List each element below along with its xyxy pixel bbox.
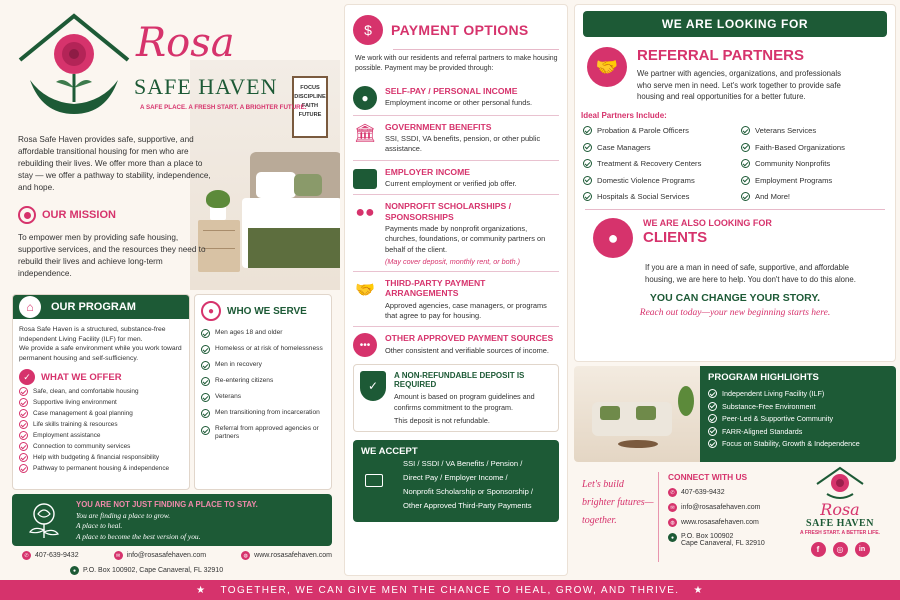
- payment-option-title: THIRD-PARTY PAYMENT ARRANGEMENTS: [385, 278, 486, 299]
- left-column: [0, 0, 340, 580]
- person-icon: ●: [201, 301, 221, 321]
- check-icon: [201, 393, 210, 402]
- looking-header-text: WE ARE LOOKING FOR: [661, 17, 809, 31]
- house-rose-icon: [813, 466, 867, 502]
- connect-panel: [574, 466, 896, 578]
- partner-label: Veterans Services: [755, 126, 817, 136]
- star-icon: ★: [693, 584, 704, 596]
- instagram-icon[interactable]: ◎: [833, 542, 848, 557]
- check-icon: [583, 176, 592, 185]
- partner-item: [583, 159, 733, 168]
- offer-item: [19, 453, 183, 462]
- serve-item: [201, 377, 325, 386]
- shield-icon: ✓: [360, 371, 386, 401]
- check-icon: [201, 329, 210, 338]
- check-icon: [741, 176, 750, 185]
- check-icon: [19, 409, 28, 418]
- reach-out: Reach out today—your new beginning starts here.: [639, 307, 831, 318]
- web-text: www.rosasafehaven.com: [681, 519, 759, 526]
- highlight-label: Substance-Free Environment: [722, 401, 816, 411]
- change-story: YOU CAN CHANGE YOUR STORY.: [649, 291, 821, 304]
- address-line: P.O. Box 100902: [681, 533, 734, 540]
- email-icon: ✉: [668, 503, 677, 512]
- partner-item: [583, 176, 733, 185]
- offer-title: WHAT WE OFFER: [41, 371, 122, 383]
- wallet-icon: [365, 474, 383, 487]
- brand-script-name: Rosa: [136, 20, 235, 66]
- rose-outline-icon: [22, 498, 66, 542]
- clients-body: If you are a man in need of safe, supportive, and affordable housing, we are here to help. You don't have to do this alone.: [645, 263, 856, 285]
- program-body-2: We provide a safe environment while you work toward permanent housing and self-sufficiency.: [19, 345, 182, 362]
- offer-item-label: Supportive living environment: [33, 398, 117, 406]
- looking-header: [583, 11, 887, 37]
- deposit-title: A NON-REFUNDABLE DEPOSIT IS REQUIRED: [394, 371, 525, 390]
- highlight-label: Focus on Stability, Growth & Independence: [722, 439, 860, 448]
- highlight-label: Independent Living Facility (ILF): [722, 389, 825, 398]
- check-icon: [708, 439, 717, 448]
- clients-title: CLIENTS: [643, 229, 708, 247]
- living-room-illustration: [574, 366, 704, 462]
- offer-item: [19, 398, 183, 407]
- highlight-label: FARR-Aligned Standards: [722, 426, 803, 436]
- payment-option-title: OTHER APPROVED PAYMENT SOURCES: [385, 333, 554, 344]
- check-icon: [19, 442, 28, 451]
- payment-intro: We work with our residents and referral partners to make housing possible. Payment may be provided through:: [355, 55, 558, 72]
- handshake-icon: 🤝: [587, 47, 627, 87]
- accept-title: WE ACCEPT: [361, 446, 418, 458]
- payment-option: [353, 195, 559, 272]
- footer-bar: [0, 580, 900, 600]
- script-line: Let's build: [582, 479, 624, 490]
- location-pin-icon: ●: [668, 533, 677, 542]
- email-contact[interactable]: [114, 551, 206, 560]
- payment-option: [353, 80, 559, 116]
- accept-box: [353, 440, 559, 522]
- serve-item: [201, 409, 325, 418]
- web-text: www.rosasafehaven.com: [254, 552, 332, 559]
- logo-tagline: A FRESH START. A BETTER LIFE.: [800, 530, 880, 536]
- logo-script-name: Rosa: [820, 500, 860, 519]
- payment-option-title: SELF-PAY / PERSONAL INCOME: [385, 85, 518, 96]
- serve-item: [201, 345, 325, 354]
- email-icon: ✉: [114, 551, 123, 560]
- banner-line: A place to heal.: [76, 521, 123, 531]
- check-icon: [708, 414, 717, 423]
- partner-label: Hospitals & Social Services: [597, 192, 690, 201]
- check-icon: [708, 389, 717, 398]
- web-contact[interactable]: [241, 551, 332, 560]
- globe-icon: ◍: [668, 518, 677, 527]
- check-icon: [201, 426, 210, 435]
- check-icon: [201, 377, 210, 386]
- serve-title: WHO WE SERVE: [227, 305, 307, 317]
- offer-item-label: Pathway to permanent housing & independence: [33, 464, 170, 472]
- banner-line: You are finding a place to grow.: [76, 511, 171, 520]
- check-icon: [19, 420, 28, 429]
- check-icon: [201, 409, 210, 418]
- highlight-item: [708, 402, 888, 411]
- looking-for-column: [574, 4, 896, 362]
- serve-item-label: Re-entering citizens: [215, 377, 274, 385]
- payment-option: [353, 161, 559, 196]
- check-icon: [201, 345, 210, 354]
- handshake-icon: 🤝: [355, 282, 375, 299]
- phone-text: 407-639-9432: [35, 552, 79, 559]
- banner-line: A place to become the best version of you.: [76, 531, 201, 541]
- bed-pillow: [256, 172, 296, 198]
- briefcase-icon: [353, 169, 377, 189]
- partner-label: And More!: [755, 192, 791, 201]
- offer-item-label: Help with budgeting & financial responsibility: [33, 453, 160, 461]
- partner-item: [741, 192, 891, 201]
- payment-option-title: EMPLOYER INCOME: [385, 166, 470, 177]
- bank-icon: 🏛: [353, 123, 377, 144]
- partner-label: Treatment & Recovery Centers: [597, 159, 702, 169]
- payment-option-title: GOVERNMENT BENEFITS: [385, 121, 492, 132]
- referral-title: REFERRAL PARTNERS: [637, 47, 804, 64]
- invoice-icon: $: [353, 15, 383, 45]
- accept-line: Nonprofit Scholarship or Sponsorship /: [403, 487, 534, 497]
- address-contact: [668, 533, 798, 547]
- ideal-partners-title: Ideal Partners Include:: [581, 111, 667, 121]
- brand-main-name: SAFE HAVEN: [134, 74, 278, 99]
- facebook-icon[interactable]: f: [811, 542, 826, 557]
- offer-item: [19, 387, 183, 396]
- deposit-note: This deposit is not refundable.: [394, 416, 490, 426]
- linkedin-icon[interactable]: in: [855, 542, 870, 557]
- check-icon: [708, 402, 717, 411]
- payment-option-title: NONPROFIT SCHOLARSHIPS / SPONSORSHIPS: [385, 201, 512, 222]
- check-icon: [583, 159, 592, 168]
- banner-title: YOU ARE NOT JUST FINDING A PLACE TO STAY.: [76, 500, 258, 509]
- more-icon: •••: [353, 333, 377, 357]
- intro-text: Rosa Safe Haven provides safe, supportive, and affordable transitional housing for men who are rebuilding their lives. We offer more than a place to stay — we offer a pathway to stability, independence, and hope.: [18, 135, 211, 192]
- target-icon: [18, 206, 36, 224]
- partner-label: Probation & Parole Officers: [597, 126, 689, 136]
- bed-blanket: [248, 228, 340, 268]
- payment-option-body: Current employment or verified job offer.: [385, 178, 517, 188]
- referral-body: We partner with agencies, organizations, and professionals who serve men in need. Let's work together to provide safe housing and real opportunities for a better future.: [637, 69, 841, 102]
- check-icon: [19, 387, 28, 396]
- grow-banner: [12, 494, 332, 546]
- star-icon: ★: [196, 584, 207, 596]
- partner-label: Employment Programs: [755, 175, 833, 185]
- partner-label: Community Nonprofits: [755, 159, 831, 169]
- deposit-box: [353, 364, 559, 432]
- group-icon: ●●: [355, 204, 375, 222]
- partner-label: Faith-Based Organizations: [755, 142, 845, 152]
- home-icon: ⌂: [19, 296, 41, 318]
- script-line: together.: [582, 515, 617, 526]
- partner-item: [741, 126, 891, 135]
- payment-column: [344, 4, 568, 576]
- offer-item: [19, 420, 183, 429]
- offer-item-label: Case management & goal planning: [33, 409, 133, 417]
- serve-item-label: Men transitioning from incarceration: [215, 409, 320, 417]
- program-title: OUR PROGRAM: [51, 301, 136, 313]
- partner-label: Domestic Violence Programs: [597, 175, 695, 185]
- connect-title: CONNECT WITH US: [668, 472, 748, 482]
- check-icon: [741, 192, 750, 201]
- house-rose-icon: [12, 10, 132, 122]
- serve-item-label: Veterans: [215, 393, 242, 401]
- logo-main-name: SAFE HAVEN: [806, 518, 874, 529]
- mission-body: To empower men by providing safe housing, supportive services, and the resources they need to rebuild their lives and achieve long-term independence.: [18, 233, 206, 278]
- partner-item: [583, 126, 733, 135]
- email-contact[interactable]: [668, 503, 798, 512]
- sign-word: DISCIPLINE: [294, 93, 326, 100]
- highlights-panel: [574, 366, 896, 462]
- sign-word: FUTURE: [298, 111, 322, 118]
- offer-item: [19, 431, 183, 440]
- serve-item-label: Men in recovery: [215, 361, 262, 369]
- serve-box: [194, 294, 332, 490]
- payment-option-note: (May cover deposit, monthly rent, or both.): [385, 257, 521, 266]
- partner-item: [583, 143, 733, 152]
- highlight-item: [708, 439, 888, 448]
- check-icon: [583, 192, 592, 201]
- check-icon: [583, 126, 592, 135]
- highlight-item: [708, 414, 888, 423]
- mission-title: OUR MISSION: [42, 209, 116, 221]
- program-box: [12, 294, 190, 490]
- payment-option-body: Approved agencies, case managers, or programs that agree to pay for housing.: [385, 300, 547, 320]
- check-icon: [741, 159, 750, 168]
- offer-item-label: Connection to community services: [33, 442, 131, 450]
- location-pin-icon: ●: [70, 566, 79, 575]
- payment-title: PAYMENT OPTIONS: [391, 22, 529, 38]
- payment-option-body: Payments made by nonprofit organizations, churches, foundations, or community partners on behalf of the client.: [385, 223, 546, 254]
- check-icon: [741, 143, 750, 152]
- sign-word: FOCUS: [300, 85, 320, 91]
- partner-label: Case Managers: [597, 142, 651, 152]
- program-body-1: Rosa Safe Haven is a structured, substance-free Independent Living Facility (ILF) for men.: [19, 326, 166, 343]
- partner-item: [741, 159, 891, 168]
- check-icon: [583, 143, 592, 152]
- check-badge-icon: ✓: [19, 369, 35, 385]
- footer-text: TOGETHER, WE CAN GIVE MEN THE CHANCE TO HEAL, GROW, AND THRIVE.: [220, 584, 680, 596]
- check-icon: [201, 361, 210, 370]
- check-icon: [19, 453, 28, 462]
- phone-contact[interactable]: [22, 551, 79, 560]
- bed-pillow: [294, 174, 322, 196]
- contact-row: [22, 551, 332, 560]
- payment-option: [353, 272, 559, 327]
- payment-option-body: SSI, SSDI, VA benefits, pension, or other public assistance.: [385, 133, 541, 154]
- deposit-body: Amount is based on program guidelines and confirms commitment to the program.: [394, 392, 535, 412]
- small-logo: [790, 466, 890, 574]
- email-text: info@rosasafehaven.com: [681, 504, 761, 511]
- serve-item: [201, 329, 325, 338]
- mission-section: [18, 206, 208, 280]
- partner-item: [583, 192, 733, 201]
- check-icon: [708, 427, 717, 436]
- check-icon: [19, 398, 28, 407]
- sign-word: FAITH: [301, 102, 319, 109]
- offer-item: [19, 442, 183, 451]
- clients-pretitle: WE ARE ALSO LOOKING FOR: [643, 218, 772, 229]
- partner-item: [741, 176, 891, 185]
- check-icon: [741, 126, 750, 135]
- payment-option: [353, 327, 559, 362]
- offer-item: [19, 409, 183, 418]
- phone-icon: ✆: [668, 488, 677, 497]
- highlight-item: [708, 427, 888, 436]
- address-row: [70, 566, 223, 575]
- accept-line: SSI / SSDI / VA Benefits / Pension /: [403, 459, 523, 469]
- brand-tagline: A SAFE PLACE. A FRESH START. A BRIGHTER FUTURE.: [140, 104, 307, 111]
- serve-item-label: Men ages 18 and older: [215, 329, 283, 337]
- serve-item: [201, 361, 325, 370]
- highlight-item: [708, 389, 888, 398]
- payment-option-body: Other consistent and verifiable sources of income.: [385, 345, 549, 355]
- payment-option-body: Employment income or other personal funds.: [385, 97, 533, 107]
- payment-option: [353, 116, 559, 161]
- script-line: brighter futures—: [582, 497, 654, 508]
- plant-pot: [210, 206, 226, 220]
- globe-icon: ◍: [241, 551, 250, 560]
- check-icon: [19, 464, 28, 473]
- accept-line: Other Approved Third-Party Payments: [403, 501, 532, 511]
- highlights-title: PROGRAM HIGHLIGHTS: [708, 372, 819, 383]
- logo: [12, 10, 307, 122]
- offer-item-label: Employment assistance: [33, 431, 101, 439]
- offer-item-label: Safe, clean, and comfortable housing: [33, 387, 139, 395]
- web-contact[interactable]: [668, 518, 798, 527]
- phone-text: 407-639-9432: [681, 489, 725, 496]
- person-icon: ●: [353, 86, 377, 110]
- serve-item-label: Referral from approved agencies or partners: [215, 425, 319, 441]
- serve-item: [201, 393, 325, 402]
- address-line: Cape Canaveral, FL 32910: [681, 540, 765, 547]
- address-text: P.O. Box 100902, Cape Canaveral, FL 32910: [83, 567, 224, 574]
- serve-item: [201, 425, 325, 441]
- accept-line: Direct Pay / Employer Income /: [403, 473, 508, 483]
- person-icon: ●: [593, 218, 633, 258]
- check-icon: [19, 431, 28, 440]
- email-text: info@rosasafehaven.com: [126, 552, 207, 559]
- partner-item: [741, 143, 891, 152]
- highlight-label: Peer-Led & Supportive Community: [722, 414, 834, 423]
- phone-icon: ✆: [22, 551, 31, 560]
- offer-item-label: Life skills training & resources: [33, 420, 118, 428]
- phone-contact[interactable]: [668, 488, 798, 497]
- offer-item: [19, 464, 183, 473]
- serve-item-label: Homeless or at risk of homelessness: [215, 345, 323, 353]
